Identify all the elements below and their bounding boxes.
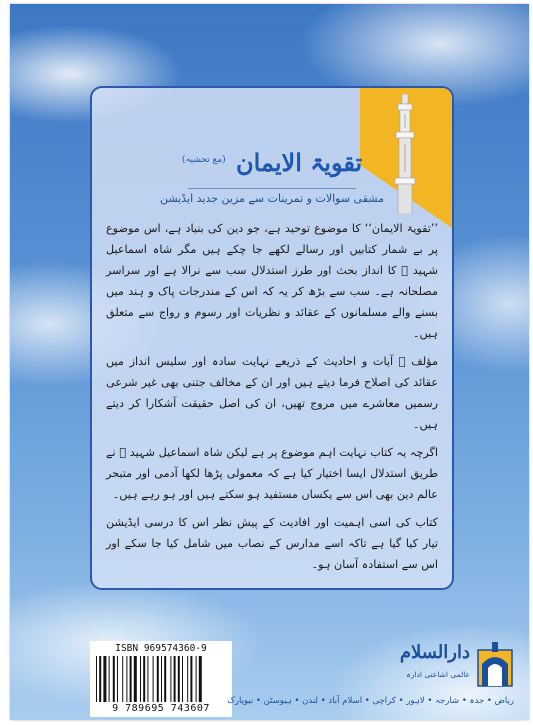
barcode-bar — [103, 656, 106, 702]
blurb-panel — [90, 86, 454, 590]
barcode-bar — [178, 656, 180, 702]
blurb-paragraph: مؤلف ﷫ آیات و احادیث کے ذریعے نہایت سادہ اور سلیس انداز میں عقائد کی اصلاح فرما دیتے ہیں اور ان کے مخالف جتنی بھی غیر شرعی رسمیں معاشرے میں مروج تھیں، ان کی اصل حقیقت آشکارا کر دیتے ہیں۔ — [106, 355, 438, 431]
barcode-bar — [113, 656, 115, 702]
barcode-bar — [199, 656, 202, 702]
barcode-bar — [140, 656, 141, 702]
barcode-bar — [187, 656, 188, 702]
isbn-barcode — [90, 641, 232, 717]
barcode-bar — [143, 656, 145, 702]
barcode-bar — [134, 656, 137, 702]
publisher-block — [227, 640, 522, 716]
title-text: تقویۃ الایمان — [236, 148, 363, 177]
barcode-bar — [170, 656, 171, 702]
book-title — [92, 148, 452, 177]
publisher-name: دارالسلام — [399, 642, 470, 663]
publisher-tagline: عالمی اشاعتی ادارہ — [406, 670, 470, 679]
barcode-bar — [182, 656, 183, 702]
ean-digits: 9 789695 743607 — [112, 703, 210, 714]
book-subtitle: مشقی سوالات و تمرینات سے مزین جدید ایڈیشن — [160, 192, 384, 205]
barcode-bar — [99, 656, 101, 702]
barcode-bar — [174, 656, 176, 702]
publisher-cities: ریاض • جدہ • شارجہ • لاہور • کراچی • اسلام آباد • لندن • ہیوسٹن • نیویارک — [227, 696, 514, 706]
title-note: (مع تحشیہ) — [181, 155, 226, 165]
barcode-bar — [164, 656, 166, 702]
barcode-bar — [157, 656, 159, 702]
book-back-cover — [10, 4, 529, 720]
barcode-bar — [117, 656, 118, 702]
barcode-bar — [109, 656, 110, 702]
title-divider — [188, 188, 356, 189]
barcode-bar — [190, 656, 192, 702]
blurb-paragraph: کتاب کی اسی اہمیت اور افادیت کے پیش نظر اس کا درسی ایڈیشن تیار کیا گیا ہے تاکہ اسے مدارس کے نصاب میں شامل کیا جا سکے اور اس سے استفادہ آسان ہو۔ — [106, 516, 438, 571]
barcode-bar — [161, 656, 162, 702]
barcode-bar — [126, 656, 127, 702]
barcode-bar — [122, 656, 123, 702]
barcode-bar — [147, 656, 148, 702]
blurb-paragraph: ’’تقویۃ الایمان‘‘ کا موضوع توحید ہے، جو دین کی بنیاد ہے، اس موضوع پر بے شمار کتابیں اور رسالے لکھے جا چکے ہیں مگر شاہ اسماعیل شہید ﷫ کا انداز بحث اور طرز استدلال سب سے نرالا ہے اور سراسر مصلحانہ ہے۔ سب سے بڑھ کر یہ کہ اس کے مندرجات پاک و ہند میں بسنے والے مسلمانوں کے عقائد و نظریات اور رسوم و رواج سے متعلق ہیں۔ — [106, 222, 438, 340]
barcode-bars — [94, 656, 228, 702]
isbn-label: ISBN 969574360-9 — [115, 643, 207, 654]
barcode-bar — [130, 656, 132, 702]
barcode-bar — [96, 656, 97, 702]
blurb-text — [106, 218, 438, 582]
barcode-bar — [196, 656, 197, 702]
publisher-logo-icon — [476, 642, 514, 688]
blurb-paragraph: اگرچہ یہ کتاب نہایت اہم موضوع پر ہے لیکن شاہ اسماعیل شہید ﷫ نے طریق استدلال ایسا اختیار کیا ہے کہ معمولی پڑھا لکھا آدمی اور متبحر عالم دین بھی اس سے یکساں مستفید ہو سکتے ہیں اور ہو رہے ہیں۔ — [106, 446, 438, 501]
barcode-bar — [153, 656, 154, 702]
